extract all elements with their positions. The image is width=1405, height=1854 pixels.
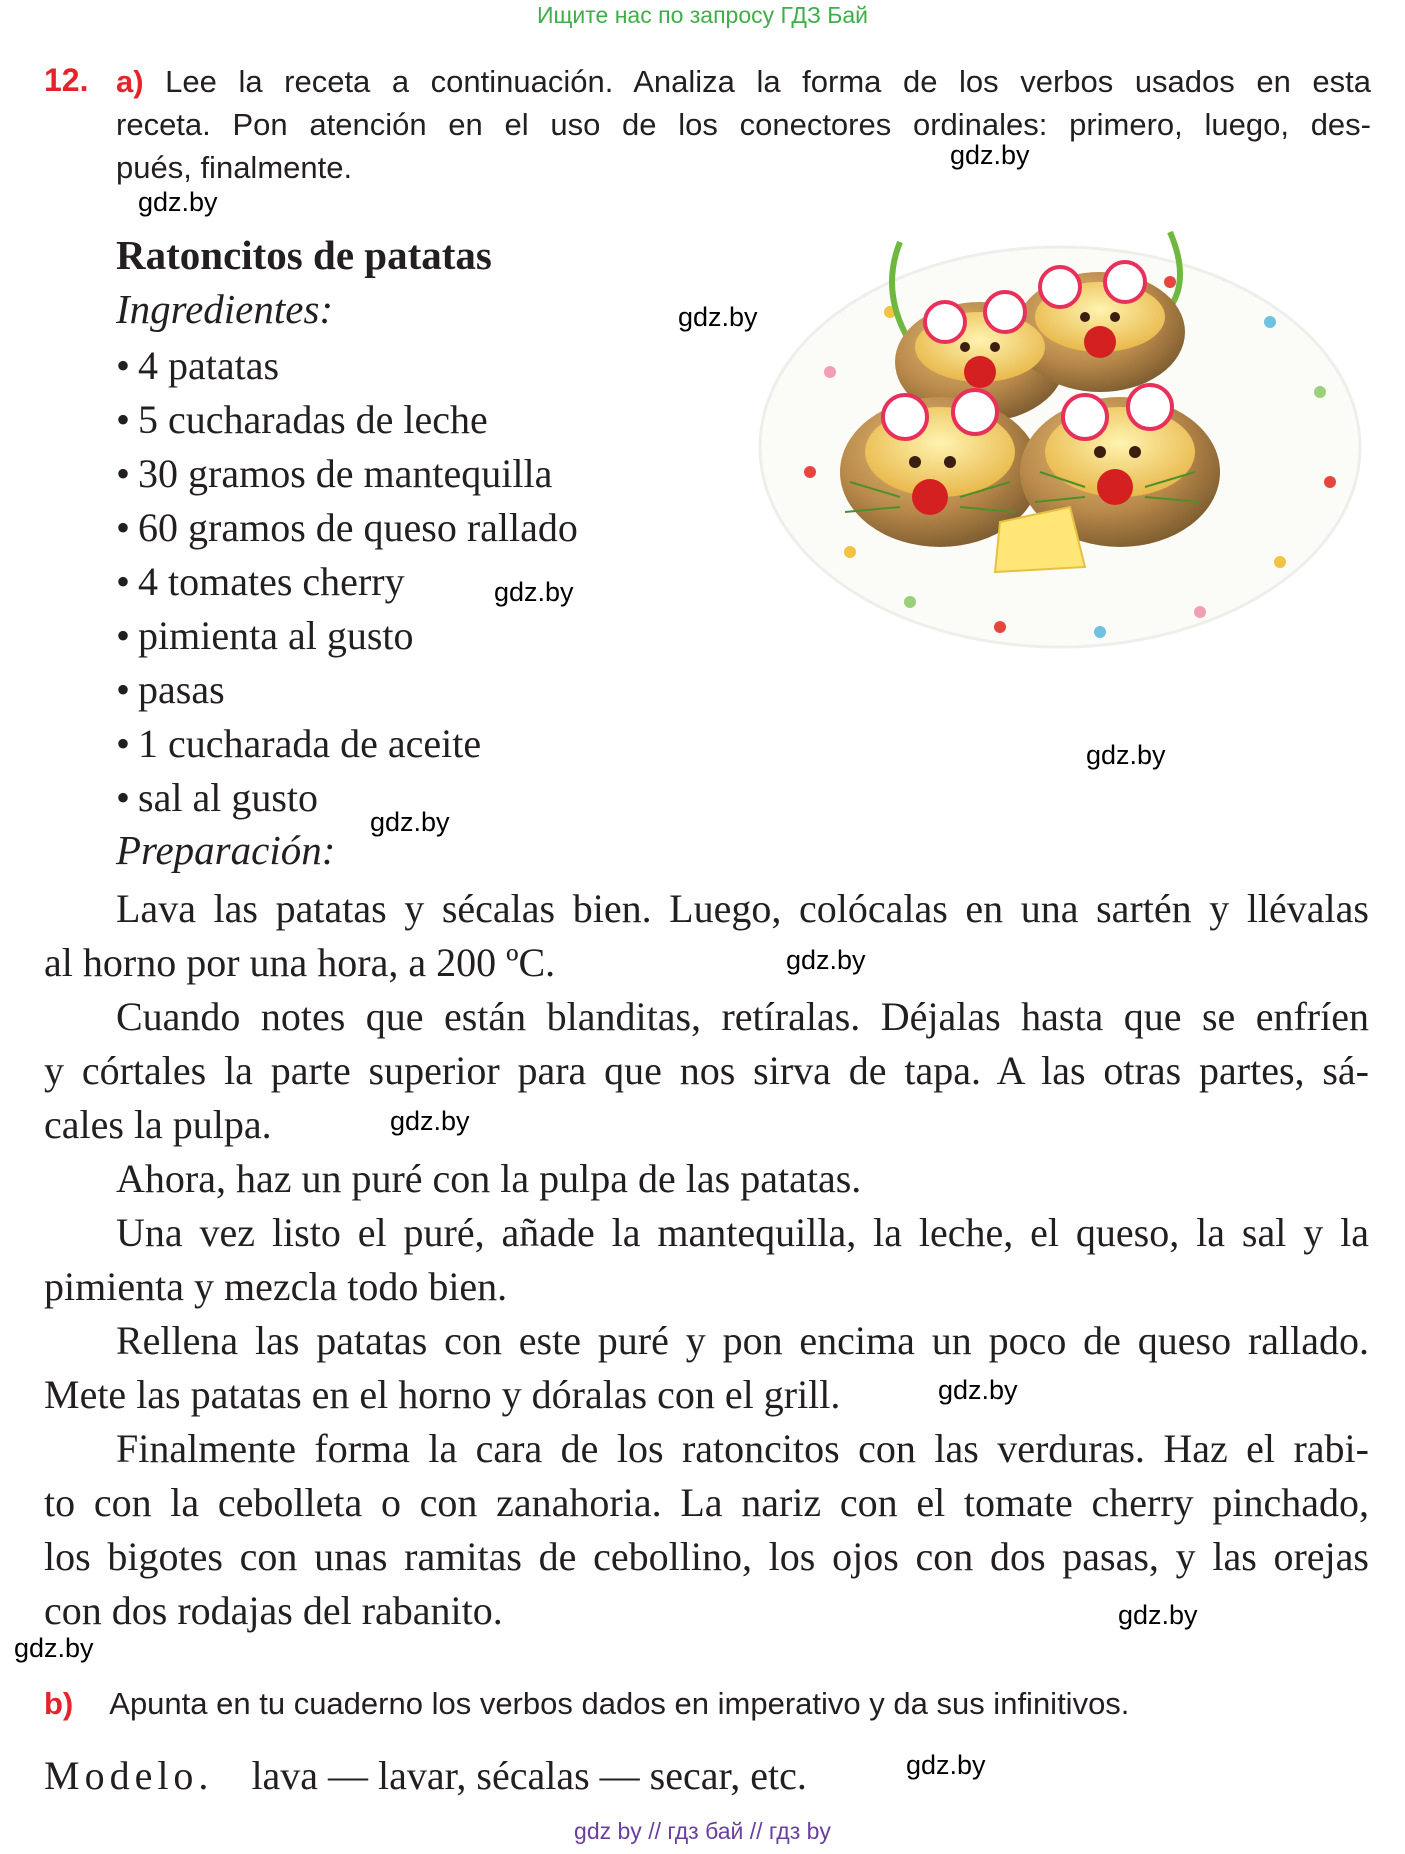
part-b-letter: b)	[44, 1686, 74, 1721]
paragraph	[44, 1206, 1369, 1314]
recipe-title: Ratoncitos de patatas	[116, 232, 492, 278]
text-line: con dos rodajas del rabanito.	[44, 1588, 503, 1633]
exercise-number: 12.	[44, 62, 89, 98]
text-line: cales la pulpa.	[44, 1102, 272, 1147]
text-line: Rellena las patatas con este puré y pon encima un poco de queso rallado.	[116, 1318, 1369, 1363]
watermark: gdz.by	[938, 1375, 1018, 1405]
text-line: al horno por una hora, a 200 ºC.	[44, 940, 556, 985]
preparation-heading: Preparación:	[116, 827, 336, 873]
ingredient-item: • 5 cucharadas de leche	[116, 393, 578, 447]
header-link[interactable]: Ищите нас по запросу ГДЗ Бай	[536, 2, 869, 28]
paragraph	[44, 1314, 1369, 1422]
paragraph	[44, 882, 1369, 990]
watermark: gdz.by	[390, 1106, 470, 1136]
footer-link[interactable]: gdz by // гдз бай // гдз by	[574, 1818, 831, 1844]
ingredient-item: • sal al gusto	[116, 771, 578, 825]
ingredient-item: • pimienta al gusto	[116, 609, 578, 663]
ingredient-item: • pasas	[116, 663, 578, 717]
text-line: Finalmente forma la cara de los ratoncitos con las verduras. Haz el rabi-	[116, 1426, 1369, 1471]
text-line: Cuando notes que están blanditas, retíralas. Déjalas hasta que se enfríen	[116, 994, 1369, 1039]
watermark: gdz.by	[14, 1633, 94, 1663]
text-line: Lava las patatas y sécalas bien. Luego, colócalas en una sartén y llévalas	[116, 886, 1369, 931]
watermark: gdz.by	[1086, 740, 1166, 770]
text-line: los bigotes con unas ramitas de cebollino, los ojos con dos pasas, y las orejas	[44, 1534, 1369, 1579]
instruction-b-text: Apunta en tu cuaderno los verbos dados en imperativo y da sus infinitivos.	[109, 1686, 1130, 1721]
instruction-line: Lee la receta a continuación. Analiza la forma de los verbos usados en esta	[165, 64, 1371, 99]
modelo-example	[44, 1752, 807, 1799]
instruction-b	[44, 1686, 1129, 1722]
ingredient-item: • 30 gramos de mantequilla	[116, 447, 578, 501]
text-line: Una vez listo el puré, añade la mantequilla, la leche, el queso, la sal y la	[116, 1210, 1369, 1255]
ingredient-item: • 1 cucharada de aceite	[116, 717, 578, 771]
watermark: gdz.by	[950, 140, 1030, 170]
modelo-text: lava — lavar, sécalas — secar, etc.	[251, 1753, 807, 1798]
watermark: gdz.by	[678, 302, 758, 332]
watermark: gdz.by	[138, 187, 218, 217]
paragraph	[44, 990, 1369, 1152]
recipe-photo	[740, 222, 1372, 654]
paragraph	[44, 1152, 1369, 1206]
part-a-letter: a)	[116, 64, 144, 99]
modelo-label: Modelo.	[44, 1753, 214, 1798]
text-line: y córtales la parte superior para que nos sirva de tapa. A las otras partes, sá-	[44, 1048, 1369, 1093]
text-line: Mete las patatas en el horno y dóralas con el grill.	[44, 1372, 841, 1417]
ingredient-item: • 4 patatas	[116, 339, 578, 393]
watermark: gdz.by	[906, 1750, 986, 1780]
instruction-line: pués, finalmente.	[116, 150, 353, 185]
instruction-line: receta. Pon atención en el uso de los conectores ordinales: primero, luego, des-	[116, 107, 1371, 142]
ingredient-item: • 60 gramos de queso rallado	[116, 501, 578, 555]
text-line: pimienta y mezcla todo bien.	[44, 1264, 508, 1309]
watermark: gdz.by	[1118, 1600, 1198, 1630]
preparation-text	[44, 882, 1369, 1638]
instruction-a	[116, 60, 1371, 189]
watermark: gdz.by	[786, 945, 866, 975]
text-line: Ahora, haz un puré con la pulpa de las patatas.	[116, 1156, 862, 1201]
text-line: to con la cebolleta o con zanahoria. La nariz con el tomate cherry pinchado,	[44, 1480, 1369, 1525]
ingredients-heading: Ingredientes:	[116, 286, 334, 332]
ingredient-item: • 4 tomates cherry	[116, 555, 578, 609]
watermark: gdz.by	[370, 807, 450, 837]
watermark: gdz.by	[494, 577, 574, 607]
